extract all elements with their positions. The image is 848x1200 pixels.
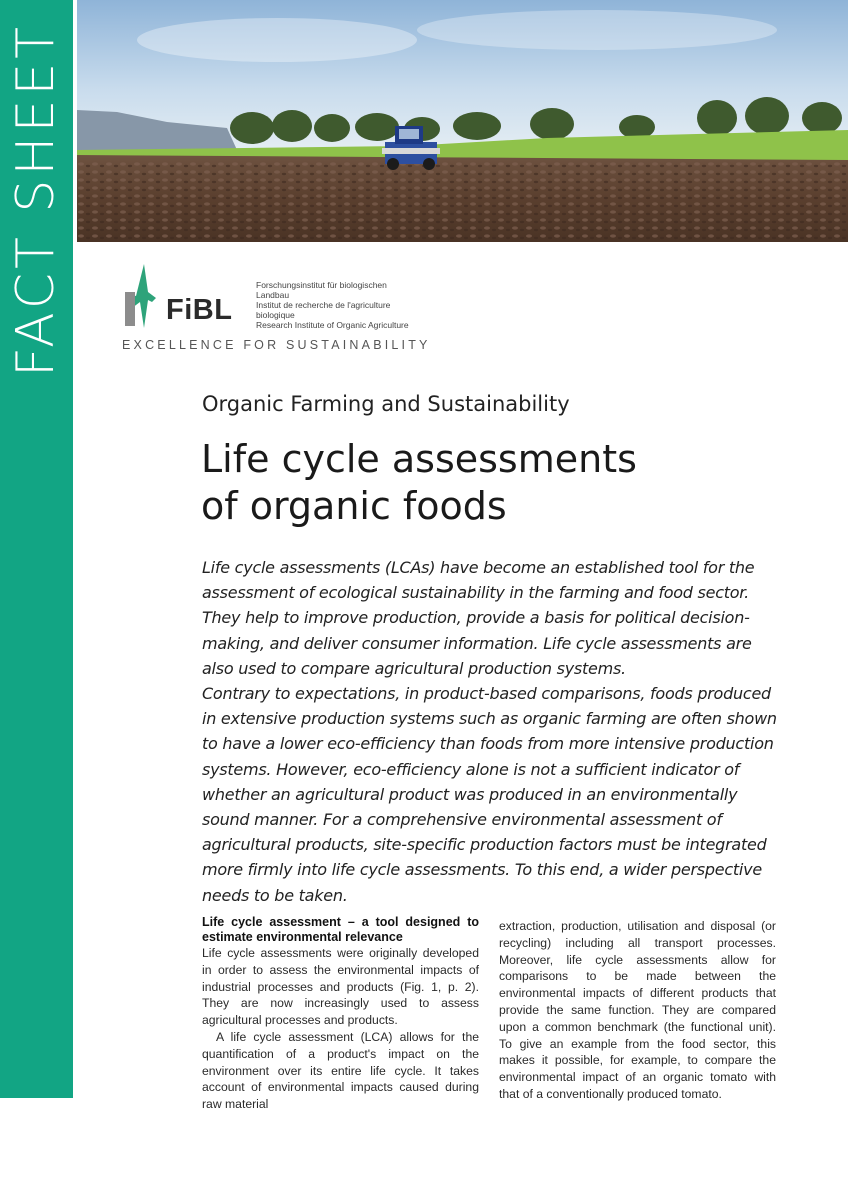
logo-name: FiBL: [166, 294, 233, 326]
body-paragraph-2: A life cycle assessment (LCA) allows for the quantification of a product's impact on the environment over its entire life cycle. It takes account of environmental impacts caused during raw material: [202, 1029, 479, 1112]
page-title: [201, 436, 801, 530]
body-paragraph-1: Life cycle assessments were originally developed in order to assess the environmental impacts of industrial processes and products (Fig. 1, p. 2). They are now increasingly used to assess agricultural processes and products.: [202, 946, 479, 1028]
fibl-leaf-mark-icon: [122, 262, 162, 334]
side-band: [0, 0, 73, 1098]
intro-paragraph-2: Contrary to expectations, in product-based comparisons, foods produced in extensive production systems such as organic farming are often shown to have a lower eco-efficiency than foods from more intensive production systems. However, eco-efficiency alone is not a sufficient indicator of whether an agricultural product was produced in an environmentally sound manner. For a comprehensive environmental assessment of agricultural products, site-specific production factors must be integrated more firmly into life cycle assessments. To this end, a wider perspective needs to be taken.: [202, 684, 777, 905]
fibl-logo: [122, 262, 431, 357]
logo-line-fr: Institut de recherche de l'agriculture biologique: [256, 300, 391, 320]
body-column-left: [202, 915, 479, 1113]
field-landscape-illustration: [77, 0, 848, 242]
intro-paragraph-1: Life cycle assessments (LCAs) have become an established tool for the assessment of ecological sustainability in the farming and food sector. They help to improve production, provide a basis for political decision-making, and deliver consumer information. Life cycle assessments are also used to compare agricultural production systems.: [202, 558, 755, 678]
logo-line-en: Research Institute of Organic Agriculture: [256, 320, 409, 330]
body-column-right: [499, 918, 776, 1103]
hero-image-field-tractor: [77, 0, 848, 242]
fact-sheet-label: FACT SHEET: [6, 23, 66, 377]
logo-tagline: EXCELLENCE FOR SUSTAINABILITY: [122, 338, 431, 352]
title-line-1: Life cycle assessments: [201, 437, 637, 481]
logo-line-de: Forschungsinstitut für biologischen Landbau: [256, 280, 387, 300]
title-line-2: of organic foods: [201, 484, 507, 528]
intro-abstract: [202, 555, 782, 908]
section-heading: Life cycle assessment – a tool designed to estimate environmental relevance: [202, 915, 479, 944]
logo-institute-lines: [256, 280, 422, 330]
series-title: Organic Farming and Sustainability: [202, 392, 570, 416]
body-paragraph-3: extraction, production, utilisation and disposal (or recycling) including all transport processes. Moreover, life cycle assessments allow for comparisons to be made between the environmental impacts of different products that provide the same function. They are compared upon a common benchmark (the functional unit). To give an example from the food sector, this makes it possible, for example, to compare the environmental impact of an organic tomato with that of a conventionally produced tomato.: [499, 919, 776, 1101]
